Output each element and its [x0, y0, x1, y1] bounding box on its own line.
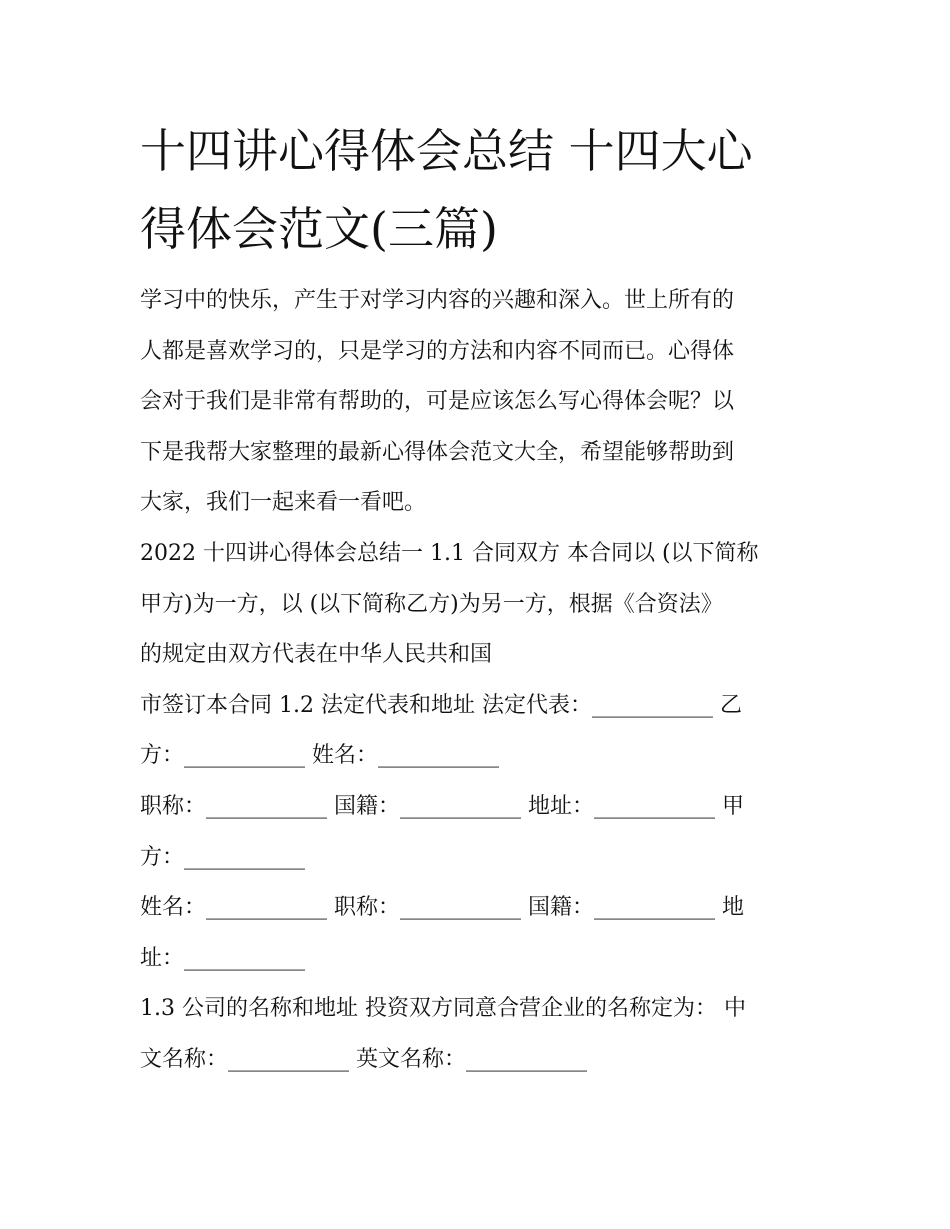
body-line: 甲方)为一方，以 (以下简称乙方)为另一方，根据《合资法》 — [140, 591, 723, 617]
body-line: 市签订本合同 1.2 法定代表和地址 法定代表：___________ 乙 — [140, 692, 742, 718]
body-line: 大家，我们一起来看一看吧。 — [140, 490, 427, 516]
document-body — [140, 276, 830, 1086]
body-line: 2022 十四讲心得体会总结一 1.1 合同双方 本合同以 (以下简称 — [140, 540, 759, 566]
body-line: 姓名：___________ 职称：___________ 国籍：___________ 地 — [140, 895, 744, 921]
body-line: 址：___________ — [140, 945, 306, 971]
body-line: 方：___________ — [140, 844, 306, 870]
body-line: 职称：___________ 国籍：___________ 地址：___________ 甲 — [140, 793, 744, 819]
title-line: 十四讲心得体会总结 十四大心 — [140, 124, 753, 178]
title-line: 得体会范文(三篇) — [140, 202, 498, 256]
body-line: 的规定由双方代表在中华人民共和国 — [140, 642, 493, 668]
body-line: 文名称：___________ 英文名称：___________ — [140, 1046, 587, 1072]
body-line: 学习中的快乐，产生于对学习内容的兴趣和深入。世上所有的 — [140, 288, 735, 313]
body-line: 下是我帮大家整理的最新心得体会范文大全，希望能够帮助到 — [140, 439, 735, 465]
body-line: 1.3 公司的名称和地址 投资双方同意合营企业的名称定为： 中 — [140, 996, 746, 1022]
body-line: 人都是喜欢学习的，只是学习的方法和内容不同而已。心得体 — [140, 338, 735, 364]
body-line: 会对于我们是非常有帮助的，可是应该怎么写心得体会呢？以 — [140, 389, 735, 415]
document-title — [140, 112, 830, 268]
body-line: 方：___________ 姓名：___________ — [140, 743, 499, 769]
